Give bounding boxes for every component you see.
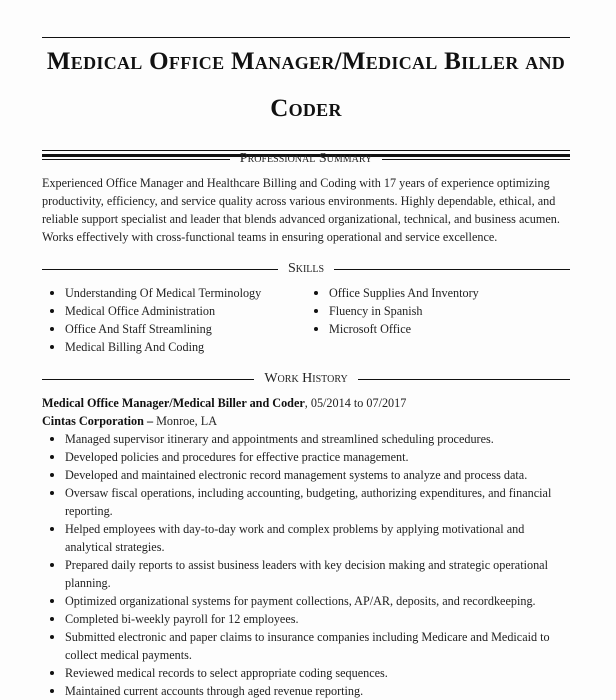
job-bullet: Managed supervisor itinerary and appointments and streamlined scheduling procedures. <box>65 430 570 448</box>
skill-item: Office And Staff Streamlining <box>65 320 306 338</box>
job-bullet: Completed bi-weekly payroll for 12 employees. <box>65 610 570 628</box>
resume-title: Medical Office Manager/Medical Biller and Coder <box>46 48 566 122</box>
job-dates: , 05/2014 to 07/2017 <box>304 396 407 410</box>
skills-heading <box>42 258 570 280</box>
job-bullet: Optimized organizational systems for payment collections, AP/AR, deposits, and recordkeeping. <box>65 592 570 610</box>
skills-heading-text: Skills <box>287 261 325 276</box>
work-heading-text: Work History <box>264 371 348 386</box>
summary-text: Experienced Office Manager and Healthcare Billing and Coding with 17 years of experience optimizing productivity, efficiency, and service quality across various environments. Highly dependable, ethical, and reliable support specialist and leader that blends advanced organizational, technical, and business acumen. Works effectively with cross-functional teams in ensuring operational and service excellence. <box>42 176 560 244</box>
job-entry <box>42 394 570 700</box>
job-bullet: Reviewed medical records to select appropriate coding sequences. <box>65 664 570 682</box>
skill-item: Medical Billing And Coding <box>65 338 306 356</box>
job-location: Monroe, LA <box>153 414 218 428</box>
skills-list <box>42 284 570 356</box>
job-company: Cintas Corporation – <box>42 414 154 428</box>
skill-item: Office Supplies And Inventory <box>329 284 570 302</box>
job-company-line <box>42 412 570 430</box>
job-bullet: Maintained current accounts through aged revenue reporting. <box>65 682 570 700</box>
skill-item: Fluency in Spanish <box>329 302 570 320</box>
job-bullet: Developed policies and procedures for effective practice management. <box>65 448 570 466</box>
job-bullet: Oversaw fiscal operations, including accounting, budgeting, authorizing expenditures, and financial reporting. <box>65 484 570 520</box>
job-bullet: Helped employees with day-to-day work and complex problems by applying motivational and analytical strategies. <box>65 520 570 556</box>
summary-heading-text: Professional Summary <box>239 151 373 166</box>
job-bullet: Prepared daily reports to assist business leaders with key decision making and strategic operational planning. <box>65 556 570 592</box>
skill-item: Understanding Of Medical Terminology <box>65 284 306 302</box>
summary-heading <box>42 148 570 170</box>
job-bullets <box>42 430 570 700</box>
skills-column-right <box>306 284 570 356</box>
job-bullet: Submitted electronic and paper claims to insurance companies including Medicare and Medicaid to collect medical payments. <box>65 628 570 664</box>
job-bullet: Developed and maintained electronic record management systems to analyze and process data. <box>65 466 570 484</box>
skills-column-left <box>42 284 306 356</box>
job-title-line <box>42 394 570 412</box>
resume-content <box>42 148 570 700</box>
skill-item: Medical Office Administration <box>65 302 306 320</box>
job-title: Medical Office Manager/Medical Biller and Coder <box>42 396 305 410</box>
work-heading <box>42 368 570 390</box>
skill-item: Microsoft Office <box>329 320 570 338</box>
